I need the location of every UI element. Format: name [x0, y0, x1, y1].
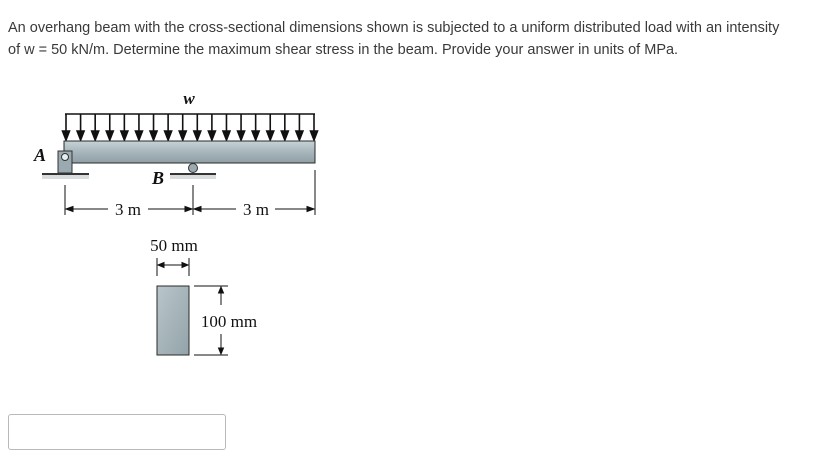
question-line-2: of w = 50 kN/m. Determine the maximum shear stress in the beam. Provide your answer in units of MPa.: [8, 42, 679, 58]
load-arrow: [165, 114, 172, 140]
answer-input[interactable]: [8, 414, 226, 450]
span-ab-label: 3 m: [115, 200, 141, 219]
load-arrow: [238, 114, 245, 140]
load-arrow: [252, 114, 259, 140]
width-label: 50 mm: [150, 236, 198, 255]
load-arrow: [150, 114, 157, 140]
width-dimension: [157, 258, 189, 276]
load-arrow: [208, 114, 215, 140]
cross-section: [157, 286, 189, 355]
support-a-label: A: [33, 145, 47, 165]
beam: [64, 141, 315, 163]
load-arrow: [121, 114, 128, 140]
load-arrow: [106, 114, 113, 140]
load-arrow: [92, 114, 99, 140]
support-b-roller: [170, 164, 216, 180]
distributed-load: [63, 114, 318, 140]
load-arrow: [223, 114, 230, 140]
support-b-label: B: [151, 168, 165, 188]
load-arrow: [267, 114, 274, 140]
load-arrow: [296, 114, 303, 140]
load-arrow: [281, 114, 288, 140]
question-line-1: An overhang beam with the cross-sectional dimensions shown is subjected to a uniform distributed load with an intensity: [8, 20, 780, 36]
load-arrow: [63, 114, 70, 140]
load-arrow: [179, 114, 186, 140]
load-arrow: [194, 114, 201, 140]
load-arrow: [77, 114, 84, 140]
overhang-label: 3 m: [243, 200, 269, 219]
load-arrow: [135, 114, 142, 140]
height-label: 100 mm: [200, 312, 258, 331]
load-arrow: [311, 114, 318, 140]
load-label: w: [183, 89, 195, 108]
